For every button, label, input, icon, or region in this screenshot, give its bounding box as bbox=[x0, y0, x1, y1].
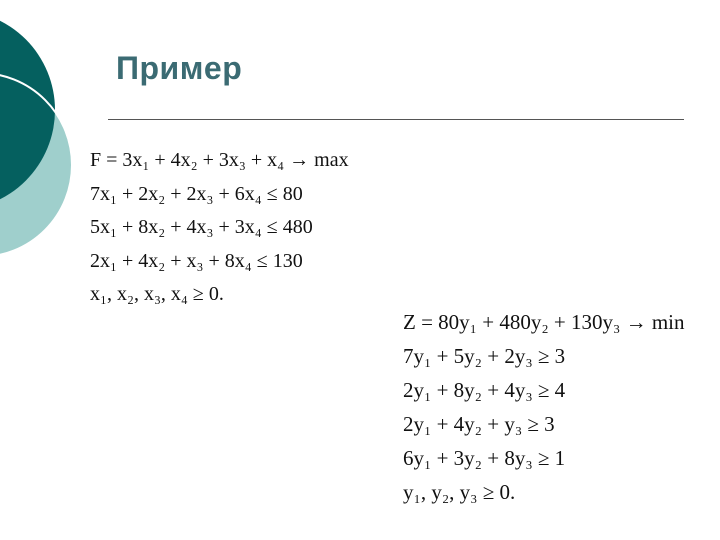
constraint-line: 7x₁ + 2x₂ + 2x₃ + 6x₄ ≤ 80 bbox=[90, 182, 303, 205]
constraint-line: 2y₁ + 4y₂ + y₃ ≥ 3 bbox=[403, 412, 555, 436]
nonnegativity-line: x₁, x₂, x₃, x₄ ≥ 0. bbox=[90, 283, 224, 305]
constraint-line: 6y₁ + 3y₂ + 8y₃ ≥ 1 bbox=[403, 446, 566, 470]
constraint-line: 2y₁ + 8y₂ + 4y₃ ≥ 4 bbox=[403, 378, 566, 402]
nonnegativity-line: y₁, y₂, y₃ ≥ 0. bbox=[403, 480, 516, 504]
constraint-line: 2x₁ + 4x₂ + x₃ + 8x₄ ≤ 130 bbox=[90, 249, 303, 272]
dual-problem bbox=[403, 305, 685, 509]
constraint-line: 5x₁ + 8x₂ + 4x₃ + 3x₄ ≤ 480 bbox=[90, 216, 313, 238]
objective-line: F = 3x₁ + 4x₂ + 3x₃ + x₄ → max bbox=[90, 149, 349, 171]
title-divider bbox=[108, 119, 684, 120]
objective-line: Z = 80y₁ + 480y₂ + 130y₃ → min bbox=[403, 310, 685, 334]
primal-problem bbox=[90, 144, 349, 312]
slide-title: Пример bbox=[116, 50, 243, 86]
constraint-line: 7y₁ + 5y₂ + 2y₃ ≥ 3 bbox=[403, 344, 566, 368]
